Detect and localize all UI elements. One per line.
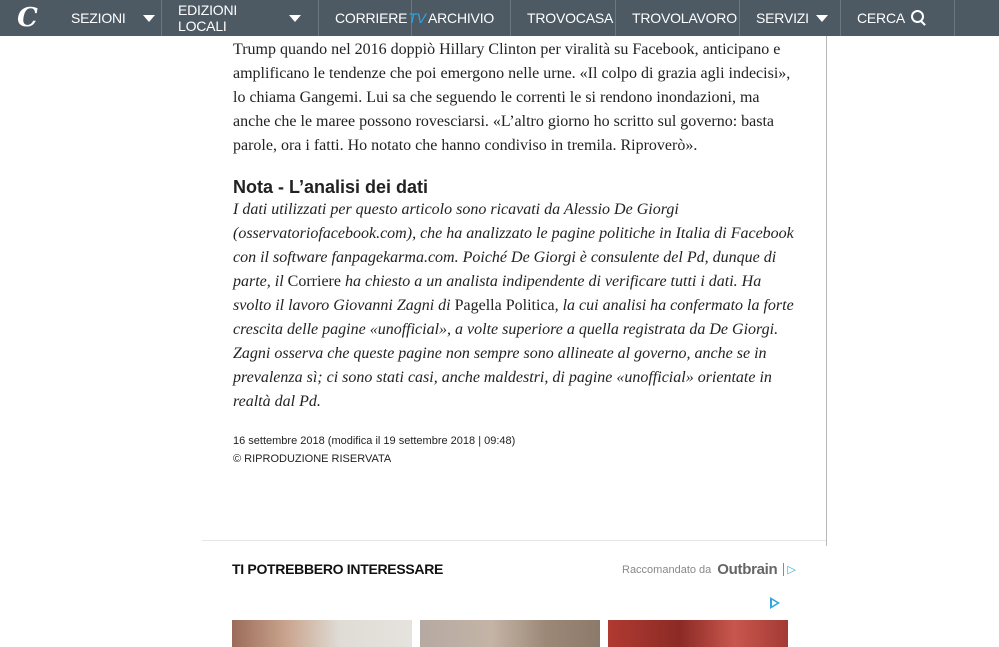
outbrain-logo: Outbrain (717, 561, 778, 578)
tv-label: TV (408, 10, 426, 26)
recommended-by-label: Raccomandato da (622, 563, 712, 576)
nav-sezioni[interactable]: SEZIONI (71, 10, 126, 26)
recommendation-thumbnail[interactable] (420, 620, 600, 647)
sezioni-dropdown-toggle[interactable] (137, 0, 162, 36)
cerca-label: CERCA (857, 10, 906, 26)
nota-heading: Nota - L’analisi dei dati (233, 177, 429, 197)
article-paragraph: Trump quando nel 2016 doppiò Hillary Clinton per viralità su Facebook, anticipano e amplificano le tendenze che poi emergono nelle urne. «Il colpo di grazia agli indecisi», lo chiama Gangemi. Lui sa che seguendo le correnti le si rendono inondazioni, ma anche che le maree possono rovesciarsi. «L’altro giorno ho scritto sul governo: basta parole, ora i fatti. Ho notato che hanno condiviso in tremila. Riproverò». (233, 41, 791, 154)
chevron-down-icon (143, 15, 155, 22)
servizi-dropdown-toggle[interactable] (804, 0, 841, 36)
corriere-logo[interactable]: C (17, 3, 38, 33)
pagella-politica-mention: Pagella Politica (454, 297, 555, 314)
chevron-down-icon (816, 15, 828, 22)
nav-trovolavoro[interactable]: TROVOLAVORO (616, 0, 740, 36)
nav-edizioni-locali[interactable]: EDIZIONI LOCALI (178, 2, 238, 34)
nota-text-part-1: I dati utilizzati per questo articolo sono ricavati da Alessio De Giorgi (osservatoriofacebook.com), che ha analizzato le pagine politiche in Italia di Facebook con il software fanpagekarma.com. Poiché De Giorgi è consulente del Pd, dunque di parte, il (233, 201, 794, 290)
nav-trovocasa[interactable]: TROVOCASA (511, 0, 616, 36)
nav-servizi[interactable]: SERVIZI (756, 10, 809, 26)
recommendations-title: TI POTREBBERO INTERESSARE (232, 561, 444, 577)
nota-text-part-2: ha chiesto a un analista indipendente di verificare tutti i dati. Ha svolto il lavoro Giovanni Zagni di (233, 273, 762, 314)
recommended-by[interactable] (622, 561, 796, 578)
top-navigation (0, 0, 999, 36)
corriere-mention: Corriere (287, 273, 341, 290)
article-body (233, 38, 795, 468)
recommendation-thumbnail[interactable] (232, 620, 412, 647)
chevron-down-icon (289, 15, 301, 22)
nav-archivio[interactable]: ARCHIVIO (412, 0, 511, 36)
article-meta (233, 432, 795, 468)
recommendation-thumbnail[interactable] (608, 620, 788, 647)
edizioni-dropdown-toggle[interactable] (272, 0, 319, 36)
recommendation-separator (202, 540, 826, 541)
adchoices-icon[interactable] (770, 597, 780, 609)
nav-corriere-tv[interactable] (319, 0, 426, 36)
nav-cerca[interactable] (841, 0, 955, 36)
copyright-notice: © RIPRODUZIONE RISERVATA (233, 453, 392, 465)
adchoices-icon[interactable]: ▷ (783, 563, 795, 576)
search-icon (911, 10, 924, 23)
corriere-tv-label: CORRIERE (335, 10, 408, 26)
column-divider (826, 36, 827, 546)
nota-paragraph (233, 198, 795, 414)
nota-text-part-3: , la cui analisi ha confermato la forte crescita delle pagine «unofficial», a volte superiore a quella registrata da De Giorgi. Zagni osserva che queste pagine non sempre sono allineate al governo, anche se in prevalenza sì; ci sono stati casi, anche maldestri, di pagine «unofficial» orientate in realtà dal Pd. (233, 297, 794, 410)
publish-date: 16 settembre 2018 (modifica il 19 settembre 2018 | 09:48) (233, 435, 516, 447)
